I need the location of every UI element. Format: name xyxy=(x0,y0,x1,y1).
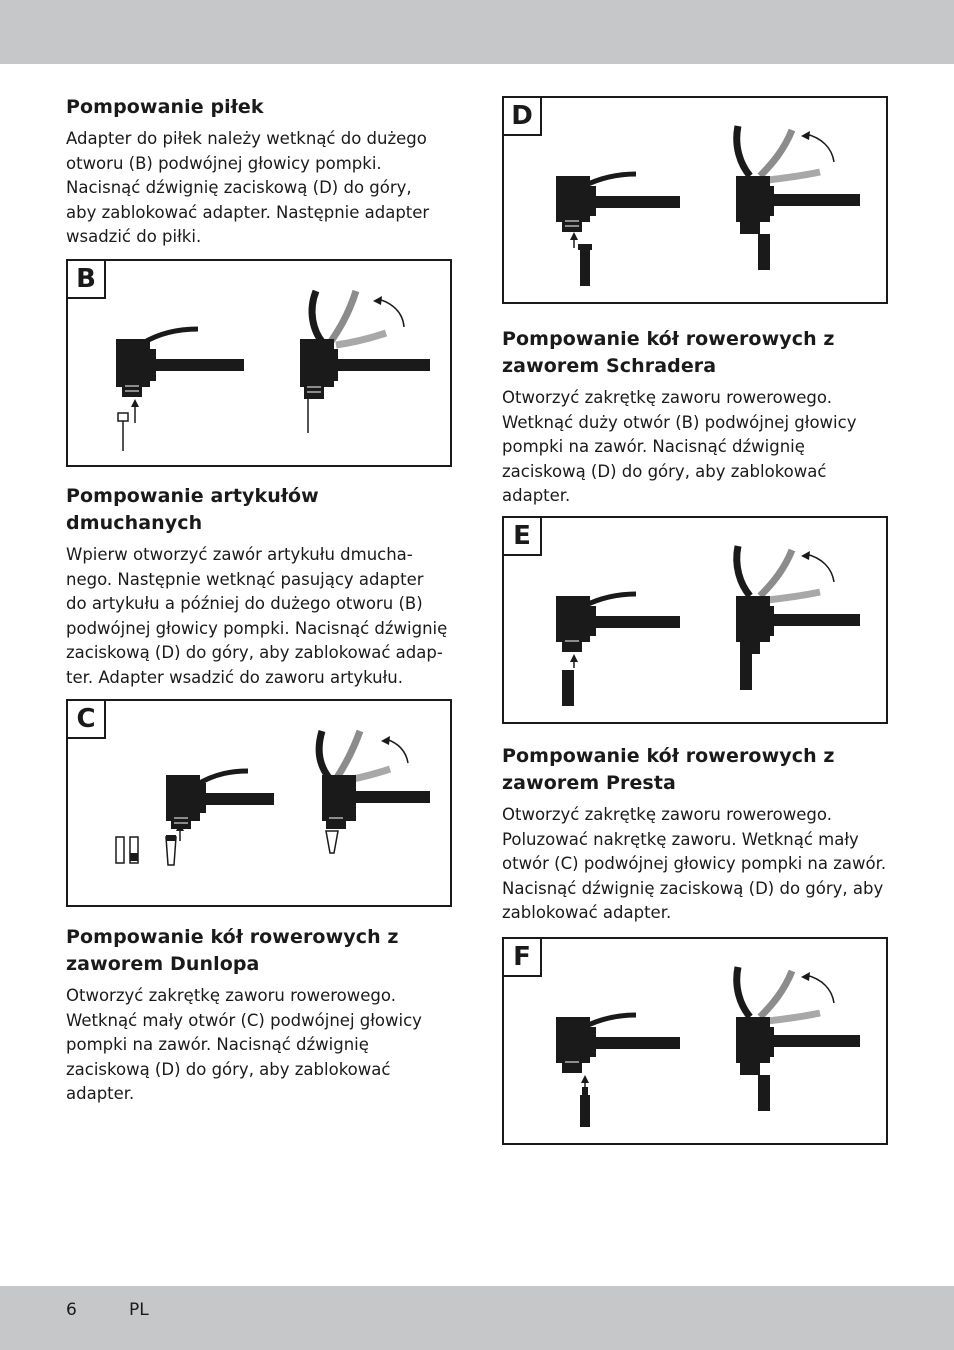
pump-head-illustration xyxy=(68,261,454,469)
section-body: Otworzyć zakrętkę zaworu rowerowego. Poluzować nakrętkę zaworu. Wetknąć mały otwór (C) podwójnej głowicy pompki na zawór. Nacisnąć dźwignię zaciskową (D) do góry, aby zablokować adapter. xyxy=(502,805,887,923)
section-body: Adapter do piłek należy wetknąć do dużego otworu (B) podwójnej głowicy pompki. Nacisnąć dźwignię zaciskową (D) do góry, aby zablokować adapter. Następnie adapter wsadzić do piłki. xyxy=(66,129,430,247)
figure-label: C xyxy=(68,701,106,739)
section-title: Pompowanie kół rowerowych z zaworem Presta xyxy=(502,745,835,794)
pump-head-illustration xyxy=(504,939,890,1147)
figure-label: E xyxy=(504,518,542,556)
section-title: Pompowanie artykułów dmuchanych xyxy=(66,485,319,534)
section-body: Otworzyć zakrętkę zaworu rowerowego. Wetknąć duży otwór (B) podwójnej głowicy pompki na zawór. Nacisnąć dźwignię zaciskową (D) do góry, aby zablokować adapter. xyxy=(502,388,857,506)
section-title: Pompowanie kół rowerowych z zaworem Dunlopa xyxy=(66,926,399,975)
language-code: PL xyxy=(129,1300,149,1320)
pump-head-illustration xyxy=(504,518,890,726)
figure-b xyxy=(66,259,452,467)
figure-f xyxy=(502,937,888,1145)
section-title: Pompowanie kół rowerowych z zaworem Schradera xyxy=(502,328,835,377)
header-bar xyxy=(0,0,954,64)
page-number: 6 xyxy=(66,1300,77,1320)
figure-e xyxy=(502,516,888,724)
section-body: Wpierw otworzyć zawór artykułu dmucha- nego. Następnie wetknąć pasujący adapter do artykułu a później do dużego otworu (B) podwójnej głowicy pompki. Nacisnąć dźwignię zaciskową (D) do góry, aby zablokować adap- ter. Adapter wsadzić do zaworu artykułu. xyxy=(66,545,448,687)
figure-label: B xyxy=(68,261,106,299)
pump-head-illustration xyxy=(68,701,454,909)
section-presta xyxy=(502,743,902,926)
section-body: Otworzyć zakrętkę zaworu rowerowego. Wetknąć mały otwór (C) podwójnej głowicy pompki na zawór. Nacisnąć dźwignię zaciskową (D) do góry, aby zablokować adapter. xyxy=(66,986,422,1104)
section-balls xyxy=(66,94,456,250)
figure-label: D xyxy=(504,98,542,136)
figure-c xyxy=(66,699,452,907)
figure-label: F xyxy=(504,939,542,977)
section-dunlop xyxy=(66,924,456,1107)
pump-head-illustration xyxy=(504,98,890,306)
section-title: Pompowanie piłek xyxy=(66,96,264,118)
section-inflatables xyxy=(66,483,456,691)
figure-d xyxy=(502,96,888,304)
section-schrader xyxy=(502,326,902,509)
